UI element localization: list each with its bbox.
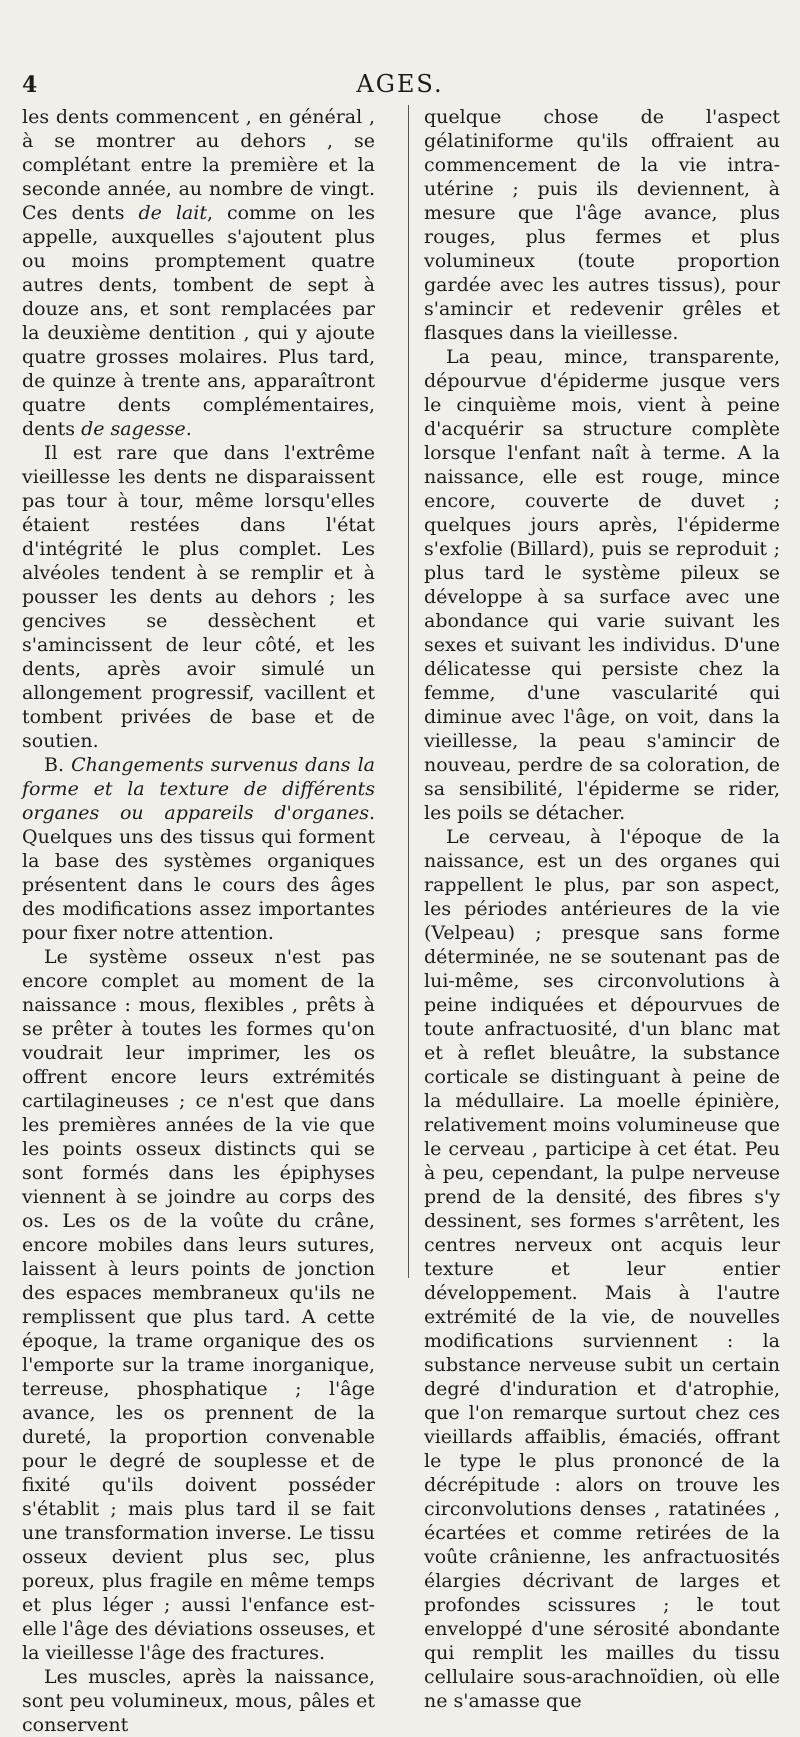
- text-run: . Quelques uns des tissus qui forment la base des systèmes organiques présentent dans le cours des âges des modifications assez importantes pour fixer notre attention.: [22, 802, 375, 944]
- page-number: 4: [22, 72, 38, 98]
- paragraph: [22, 105, 375, 441]
- column-divider: [408, 105, 409, 1278]
- text-run: B.: [44, 754, 72, 776]
- section-heading: Changements survenus dans la forme et la texture de différents organes ou appareils d'organes: [22, 754, 375, 824]
- left-column: [22, 105, 375, 1737]
- italic-term: de lait: [138, 202, 207, 224]
- paragraph: Le système osseux n'est pas encore complet au moment de la naissance : mous, flexibles , prêts à se prêter à toutes les formes qu'on voudrait leur imprimer, les os offrent encore leurs extrémités cartilagineuses ; ce n'est que dans les premières années de la vie que les points osseux distincts qui se sont formés dans les épiphyses viennent à se joindre au corps des os. Les os de la voûte du crâne, encore mobiles dans leurs sutures, laissent à leurs points de jonction des espaces membraneux qu'ils ne remplissent que plus tard. A cette époque, la trame organique des os l'emporte sur la trame inorganique, terreuse, phosphatique ; l'âge avance, les os prennent de la dureté, la proportion convenable pour le degré de souplesse et de fixité qu'ils doivent posséder s'établit ; mais plus tard il se fait une transformation inverse. Le tissu osseux devient plus sec, plus poreux, plus fragile en même temps et plus léger ; aussi l'enfance est-elle l'âge des déviations osseuses, et la vieillesse l'âge des fractures.: [22, 946, 375, 1664]
- running-head: AGES.: [356, 70, 444, 98]
- text-run: .: [185, 418, 192, 440]
- paragraph: Le cerveau, à l'époque de la naissance, est un des organes qui rappellent le plus, par son aspect, les périodes antérieures de la vie (Velpeau) ; presque sans forme déterminée, ne se soutenant pas de lui-même, ses circonvolutions à peine indiquées et dépourvues de toute anfractuosité, d'un blanc mat et à reflet bleuâtre, la substance corticale se distinguant à peine de la médullaire. La moelle épinière, relativement moins volumineuse que le cerveau , participe à cet état. Peu à peu, cependant, la pulpe nerveuse prend de la densité, des fibres s'y dessinent, ses formes s'arrêtent, les centres nerveux ont acquis leur texture et leur entier développement. Mais à l'autre extrémité de la vie, de nouvelles modifications surviennent : la substance nerveuse subit un certain degré d'induration et d'atrophie, que l'on remarque surtout chez ces vieillards affaiblis, émaciés, offrant le type le plus prononcé de la décrépitude : alors on trouve les circonvolutions denses , ratatinées , écartées et comme retirées de la voûte crânienne, les anfractuosités élargies décrivant de larges et profondes scissures ; le tout enveloppé d'une sérosité abondante qui remplit les mailles du tissu cellulaire sous-arachnoïdien, où elle ne s'amasse que: [424, 826, 780, 1712]
- paragraph: quelque chose de l'aspect gélatiniforme qu'ils offraient au commencement de la vie intra-utérine ; puis ils deviennent, à mesure que l'âge avance, plus rouges, plus fermes et plus volumineux (toute proportion gardée avec les autres tissus), pour s'amincir et redevenir grêles et flasques dans la vieillesse.: [424, 106, 780, 344]
- right-column: [424, 105, 780, 1713]
- text-run: , comme on les appelle, auxquelles s'ajoutent plus ou moins promptement quatre autres dents, tombent de sept à douze ans, et sont remplacées par la deuxième dentition , qui y ajoute quatre grosses molaires. Plus tard, de quinze à trente ans, apparaîtront quatre dents complémentaires, dents: [22, 202, 375, 440]
- paragraph: Il est rare que dans l'extrême vieillesse les dents ne disparaissent pas tour à tour, même lorsqu'elles étaient restées dans l'état d'intégrité le plus complet. Les alvéoles tendent à se remplir et à pousser les dents au dehors ; les gencives se dessèchent et s'amincissent de leur côté, et les dents, après avoir simulé un allongement progressif, vacillent et tombent privées de base et de soutien.: [22, 442, 375, 752]
- paragraph: Les muscles, après la naissance, sont peu volumineux, mous, pâles et conservent: [22, 1666, 375, 1736]
- paragraph: La peau, mince, transparente, dépourvue d'épiderme jusque vers le cinquième mois, vient à peine d'acquérir sa structure complète lorsque l'enfant naît à terme. A la naissance, elle est rouge, mince encore, couverte de duvet ; quelques jours après, l'épiderme s'exfolie (Billard), puis se reproduit ; plus tard le système pileux se développe à sa surface avec une abondance qui varie suivant les sexes et suivant les individus. D'une délicatesse qui persiste chez la femme, d'une vascularité qui diminue avec l'âge, on voit, dans la vieillesse, la peau s'amincir de nouveau, perdre de sa coloration, de sa sensibilité, l'épiderme se rider, les poils se détacher.: [424, 346, 780, 824]
- italic-term: de sagesse: [81, 418, 186, 440]
- section-heading-paragraph: [22, 753, 375, 945]
- text-run: les dents commencent , en général , à se montrer au dehors , se complétant entre la première et la seconde année, au nombre de vingt. Ces dents: [22, 106, 375, 224]
